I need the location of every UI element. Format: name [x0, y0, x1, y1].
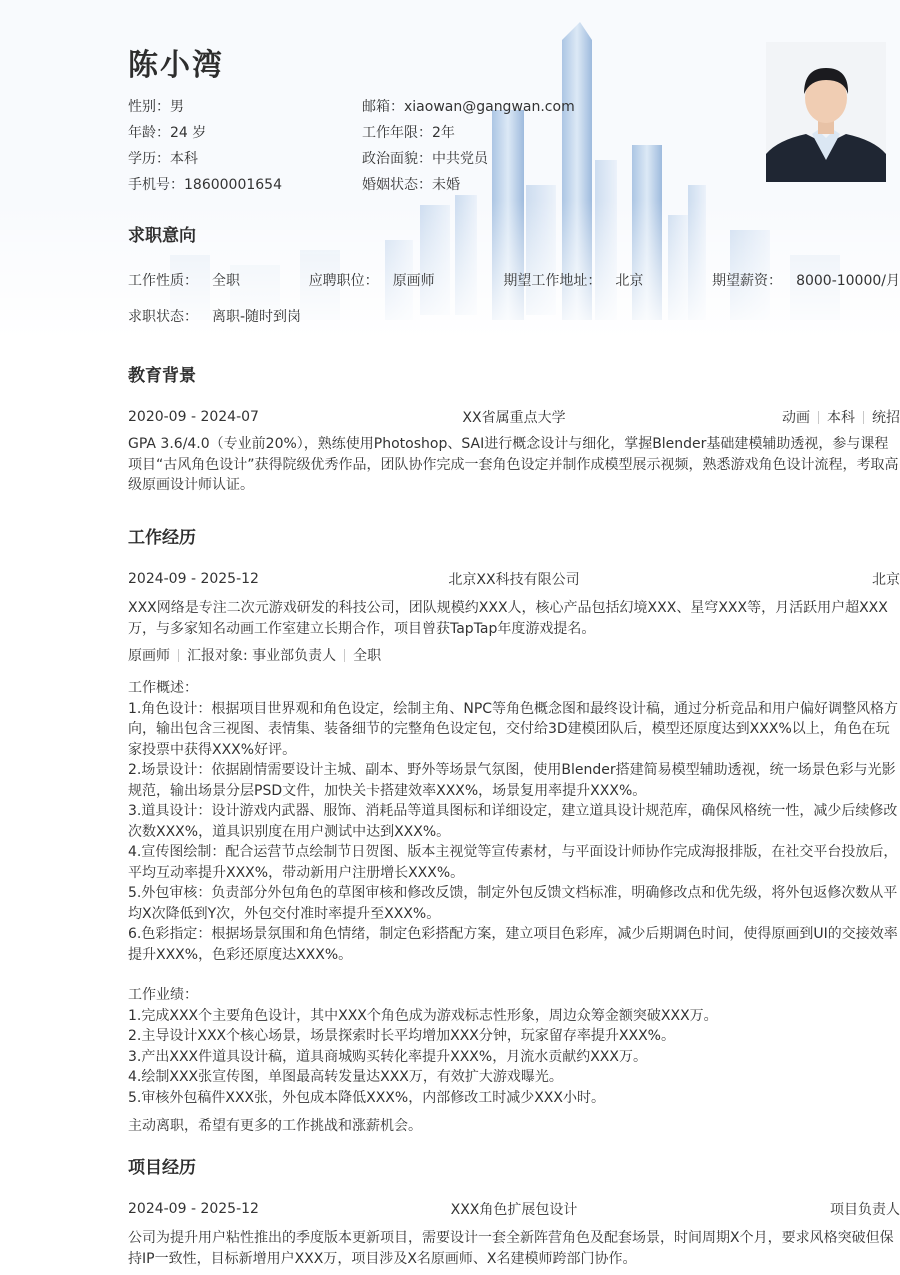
- age-label: 年龄：: [128, 125, 170, 141]
- intent-status-row: [128, 306, 900, 328]
- degree-value: 本科: [170, 151, 198, 167]
- section-title: 教育背景: [128, 366, 196, 386]
- leave-reason: 主动离职，希望有更多的工作挑战和涨薪机会。: [128, 1118, 422, 1134]
- info-row: [128, 171, 728, 197]
- work-date: 2024-09 - 2025-12: [128, 571, 259, 587]
- achievement-item: 1.完成XXX个主要角色设计，其中XXX个角色成为游戏标志性形象，周边众筹金额突破XXX万。: [128, 1007, 718, 1024]
- section-title: 工作经历: [128, 528, 196, 548]
- marital-label: 婚姻状态：: [362, 177, 432, 193]
- project-date: 2024-09 - 2025-12: [128, 1201, 259, 1217]
- intent-row: [128, 270, 900, 292]
- candidate-name: 陈小湾: [128, 48, 224, 83]
- email-label: 邮箱：: [362, 99, 404, 115]
- job-intent-section: [128, 224, 900, 328]
- divider: [178, 649, 179, 662]
- degree-tag: 本科: [827, 410, 855, 426]
- political-value: 中共党员: [432, 151, 488, 167]
- position-tag: 原画师: [128, 648, 170, 664]
- work-headline: [128, 568, 900, 590]
- status-label: 求职状态：: [128, 309, 198, 325]
- intent-item: 工作性质： 全职: [128, 273, 240, 289]
- achievement-item: 4.绘制XXX张宣传图，单图最高转发量达XXX万，有效扩大游戏曝光。: [128, 1069, 563, 1085]
- gender-label: 性别：: [128, 99, 170, 115]
- overview-item: 1.角色设计：根据项目世界观和角色设定，绘制主角、NPC等角色概念图和最终设计稿，通过分析竞品和用户偏好调整风格方向，输出包含三视图、表情集、装备细节的完整角色设定包，交付给3D建模团队后，模型还原度达到XXX%以上，角色在玩家投票中获得XXX%好评。: [128, 700, 899, 758]
- info-row: [128, 93, 728, 119]
- intent-item: 应聘职位： 原画师: [308, 273, 435, 289]
- status-value: 离职-随时到岗: [212, 309, 302, 325]
- education-headline: [128, 406, 900, 428]
- phone-value: 18600001654: [184, 177, 282, 193]
- education-tags: [782, 407, 900, 427]
- company-name: 北京XX科技有限公司: [448, 572, 580, 588]
- achievement-item: 5.审核外包稿件XXX张，外包成本降低XXX%，内部修改工时减少XXX小时。: [128, 1089, 605, 1106]
- school-name: XX省属重点大学: [462, 410, 566, 426]
- overview-item: 2.场景设计：依据剧情需要设计主城、副本、野外等场景气氛图，使用Blender搭建简易模型辅助透视，统一场景色彩与光影规范，输出场景分层PSD文件，加快关卡搭建效率XXX%，场景复用率提升XXX%。: [128, 762, 896, 799]
- enroll-tag: 统招: [872, 410, 900, 426]
- email-value: xiaowan@gangwan.com: [404, 99, 575, 115]
- report-to-tag: 汇报对象: 事业部负责人: [187, 648, 337, 664]
- intent-item: 期望薪资： 8000-10000/月: [712, 273, 900, 289]
- phone-label: 手机号：: [128, 177, 184, 193]
- info-row: [128, 119, 728, 145]
- degree-label: 学历：: [128, 151, 170, 167]
- intent-item: 期望工作地址： 北京: [503, 273, 644, 289]
- major-tag: 动画: [782, 410, 810, 426]
- achievement-item: 2.主导设计XXX个核心场景，场景探索时长平均增加XXX分钟，玩家留存率提升XXX%。: [128, 1028, 675, 1044]
- section-title: 求职意向: [128, 226, 196, 246]
- work-city: 北京: [872, 572, 900, 588]
- divider: [863, 411, 864, 424]
- education-date: 2020-09 - 2024-07: [128, 409, 259, 425]
- company-description: XXX网络是专注二次元游戏研发的科技公司，团队规模约XXX人，核心产品包括幻境XXX、星穹XXX等，月活跃用户超XXX万，与多家知名动画工作室建立长期合作，项目曾获TapTap年度游戏提名。: [128, 600, 888, 637]
- project-headline: [128, 1198, 900, 1220]
- marital-value: 未婚: [432, 177, 460, 193]
- section-title: 项目经历: [128, 1158, 196, 1178]
- basic-info: [128, 93, 728, 197]
- political-label: 政治面貌：: [362, 151, 432, 167]
- achievement-item: 3.产出XXX件道具设计稿，道具商城购买转化率提升XXX%，月流水贡献约XXX万。: [128, 1048, 647, 1065]
- info-row: [128, 145, 728, 171]
- achievements-title: 工作业绩：: [128, 987, 198, 1003]
- job-type-tag: 全职: [353, 648, 382, 664]
- work-tags: [128, 644, 900, 666]
- project-role: 项目负责人: [830, 1202, 900, 1218]
- age-value: 24 岁: [170, 125, 207, 141]
- gender-value: 男: [170, 99, 184, 115]
- work-years-label: 工作年限：: [362, 125, 432, 141]
- overview-item: 5.外包审核：负责部分外包角色的草图审核和修改反馈，制定外包反馈文档标准，明确修改点和优先级，将外包返修次数从平均X次降低到Y次，外包交付准时率提升至XXX%。: [128, 885, 898, 922]
- divider: [344, 649, 345, 662]
- overview-item: 4.宣传图绘制：配合运营节点绘制节日贺图、版本主视觉等宣传素材，与平面设计师协作完成海报排版，在社交平台投放后，平均互动率提升XXX%，带动新用户注册增长XXX%。: [128, 844, 898, 881]
- education-description: GPA 3.6/4.0（专业前20%），熟练使用Photoshop、SAI进行概念设计与细化，掌握Blender基础建模辅助透视，参与课程项目“古风角色设计”获得院级优秀作品，团队协作完成一套角色设定并制作成模型展示视频，熟悉游戏角色设计流程，考取高级原画设计师认证。: [128, 436, 899, 493]
- project-section: [128, 1156, 900, 1269]
- overview-item: 3.道具设计：设计游戏内武器、服饰、消耗品等道具图标和详细设定，建立道具设计规范库，确保风格统一性，减少后续修改次数XXX%，道具识别度在用户测试中达到XXX%。: [128, 803, 898, 840]
- work-section: [128, 526, 900, 1137]
- overview-title: 工作概述：: [128, 680, 198, 696]
- project-description: 公司为提升用户粘性推出的季度版本更新项目，需要设计一套全新阵营角色及配套场景，时间周期X个月，要求风格突破但保持IP一致性，目标新增用户XXX万，项目涉及X名原画师、X名建模师跨部门协作。: [128, 1230, 894, 1267]
- project-name: XXX角色扩展包设计: [450, 1202, 578, 1218]
- overview-item: 6.色彩指定：根据场景氛围和角色情绪，制定色彩搭配方案，建立项目色彩库，减少后期调色时间，使得原画到UI的交接效率提升XXX%，色彩还原度达XXX%。: [128, 926, 898, 963]
- divider: [818, 411, 819, 424]
- profile-photo: [766, 42, 886, 182]
- work-years-value: 2年: [432, 125, 455, 141]
- education-section: [128, 364, 900, 496]
